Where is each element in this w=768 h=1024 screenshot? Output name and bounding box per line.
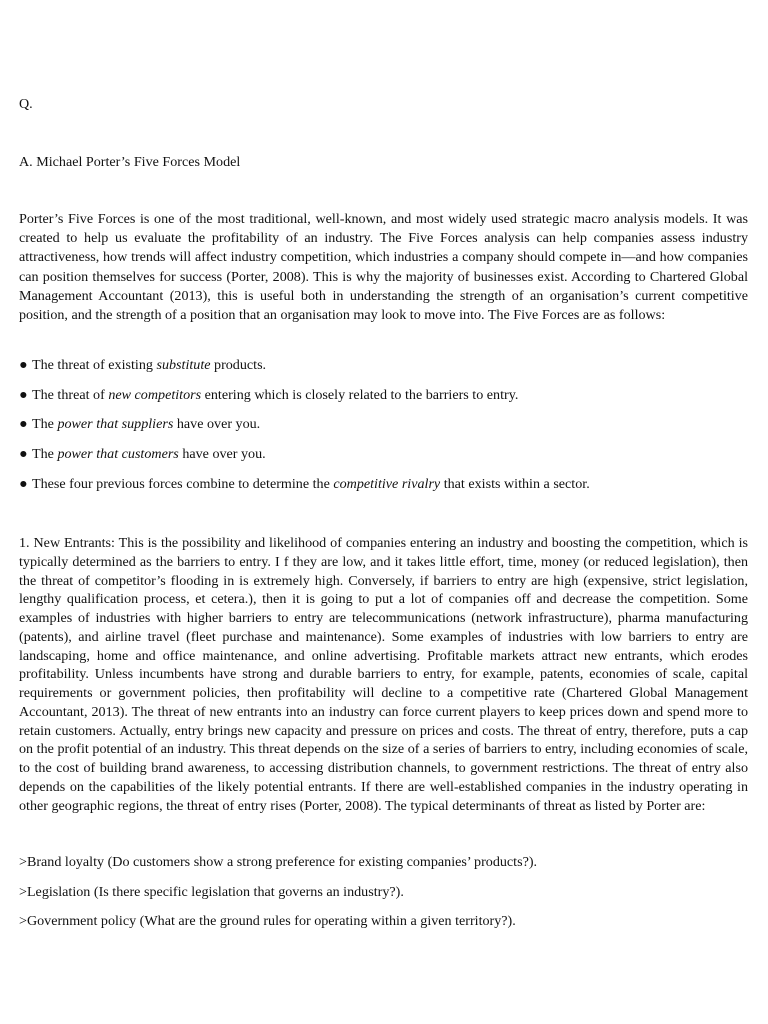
bullet-icon: ●: [19, 357, 28, 373]
bullet-text-pre: The: [32, 446, 58, 463]
document-page: [19, 0, 748, 1024]
determinants-list: [19, 853, 748, 942]
new-entrants-paragraph: 1. New Entrants: This is the possibility and likelihood of companies entering an industry and boosting the competition, which is typically determined as the barriers to entry. I f they are low, and it takes little effort, time, money (or reduced legislation), then the threat of competitor’s flooding in is extremely high. Conversely, if barriers to entry are high (expensive, strict legislation, lengthy qualification process, et cetera.), then it is going to put a lot of companies off and decrease the competition. Some examples of industries with higher barriers to entry are telecommunications (network infrastructure), pharma manufacturing (patents), and airline travel (fleet purchase and maintenance). Some examples of industries with low barriers to entry are landscaping, home and office maintenance, and online advertising. Profitable markets attract new entrants, which erodes profitability. Unless incumbents have strong and durable barriers to entry, for example, patents, economies of scale, capital requirements or government policies, then profitability will decline to a competitive rate (Chartered Global Management Accountant, 2013). The threat of new entrants into an industry can force current players to keep prices down and spend more to retain customers. Actually, entry brings new capacity and pressure on prices and costs. The threat of entry, therefore, puts a cap on the profit potential of an industry. This threat depends on the size of a series of barriers to entry, including economies of scale, to the cost of building brand awareness, to accessing distribution channels, to government restrictions. The threat of entry also depends on the capabilities of the likely potential entrants. If there are well-established companies in the industry operating in other geographic regions, the threat of entry rises (Porter, 2008). The typical determinants of threat as listed by Porter are:: [19, 535, 748, 814]
bullet-icon: ●: [19, 416, 28, 433]
five-forces-list: [19, 356, 748, 504]
list-item: [19, 356, 748, 386]
bullet-icon: ●: [19, 386, 28, 403]
bullet-text-emphasis: substitute: [156, 357, 211, 373]
bullet-text-emphasis: power that suppliers: [57, 416, 174, 433]
bullet-text-post: have over you.: [173, 416, 261, 433]
bullet-text-post: entering which is closely related to the barriers to entry.: [201, 386, 519, 403]
bullet-text-emphasis: competitive rivalry: [333, 475, 441, 492]
list-item: [19, 386, 748, 416]
list-item: >Legislation (Is there specific legislation that governs an industry?).: [19, 883, 404, 900]
bullet-text-post: that exists within a sector.: [440, 475, 590, 492]
section-title: A. Michael Porter’s Five Forces Model: [19, 154, 241, 170]
list-item: [19, 475, 748, 505]
list-item: [19, 415, 748, 445]
list-item: [19, 445, 748, 475]
bullet-text-post: products.: [210, 357, 267, 373]
list-item: >Government policy (What are the ground rules for operating within a given territory?).: [19, 913, 516, 929]
bullet-text-emphasis: power that customers: [57, 446, 179, 463]
bullet-text-pre: These four previous forces combine to determine the: [32, 475, 334, 492]
bullet-text-pre: The threat of existing: [32, 357, 157, 373]
bullet-icon: ●: [19, 475, 28, 492]
bullet-text-emphasis: new competitors: [108, 386, 202, 403]
bullet-text-pre: The threat of: [32, 386, 109, 403]
bullet-text-post: have over you.: [178, 446, 266, 463]
bullet-text-pre: The: [32, 416, 58, 433]
bullet-icon: ●: [19, 446, 28, 463]
intro-paragraph: Porter’s Five Forces is one of the most traditional, well-known, and most widely used strategic macro analysis models. It was created to help us evaluate the profitability of an industry. The Five Forces analysis can help companies assess industry attractiveness, how trends will affect industry competition, which industries a company should compete in—and how companies can position themselves for success (Porter, 2008). This is why the majority of businesses exist. According to Chartered Global Management Accountant (2013), this is useful both in understanding the strength of an organisation’s current competitive position, and the strength of a position that an organisation may look to move into. The Five Forces are as follows:: [19, 211, 748, 324]
list-item: >Brand loyalty (Do customers show a strong preference for existing companies’ products?).: [19, 854, 538, 870]
question-label: Q.: [19, 96, 33, 112]
